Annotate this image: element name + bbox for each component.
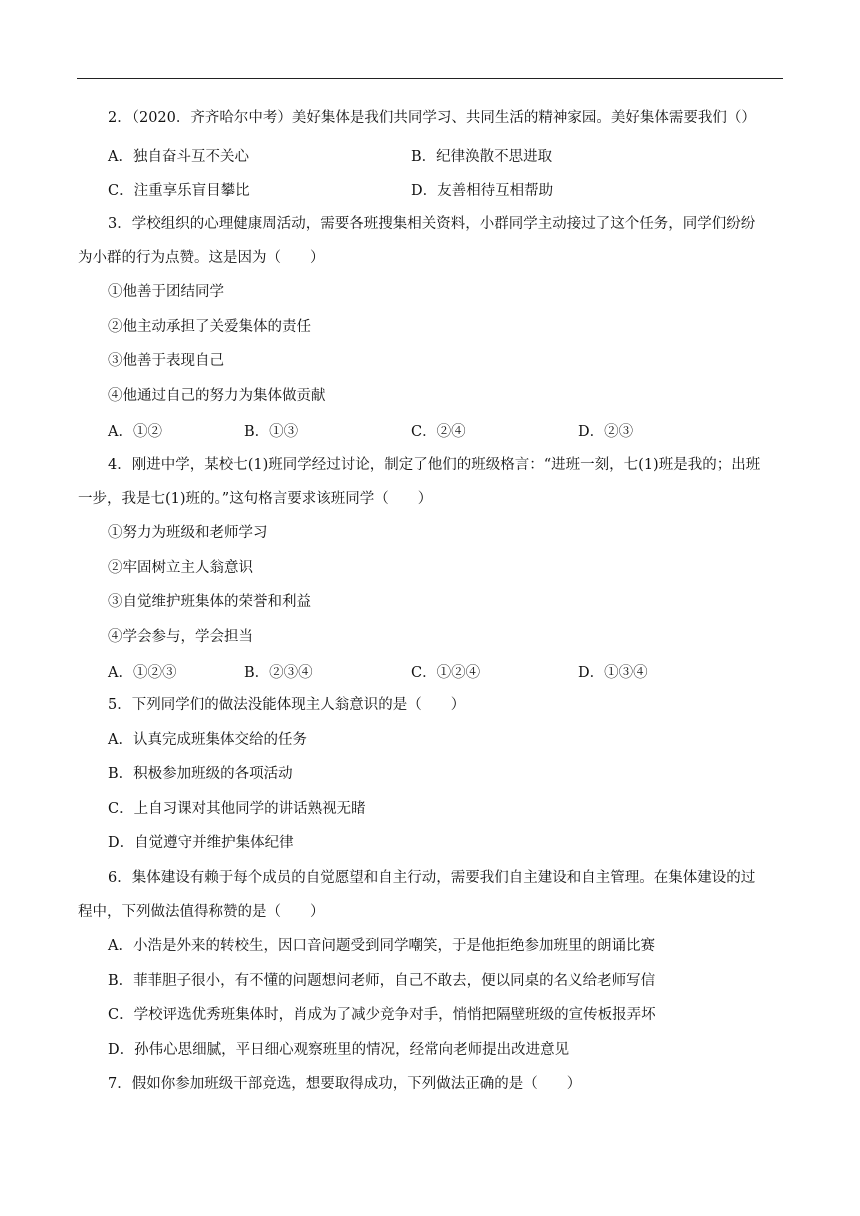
question-4-item-3: ③自觉维护班集体的荣誉和利益 — [108, 594, 311, 610]
question-2-option-a[interactable]: A．独自奋斗互不关心 — [108, 149, 249, 165]
question-4-stem-line-2: 一步，我是七(1)班的。”这句格言要求该班同学（ ） — [78, 491, 433, 507]
question-3-option-a[interactable]: A．①② — [108, 424, 162, 440]
question-4-option-a[interactable]: A．①②③ — [108, 665, 177, 681]
question-5-option-d[interactable]: D．自觉遵守并维护集体纪律 — [108, 835, 294, 851]
question-3-stem-line-2: 为小群的行为点赞。这是因为（ ） — [78, 250, 325, 266]
question-5-option-c[interactable]: C．上自习课对其他同学的讲话熟视无睹 — [108, 801, 366, 817]
question-3-stem-line-1: 3．学校组织的心理健康周活动，需要各班搜集相关资料，小群同学主动接过了这个任务，同学们纷纷 — [108, 216, 756, 232]
question-3-item-4: ④他通过自己的努力为集体做贡献 — [108, 388, 326, 404]
question-6-option-b[interactable]: B．菲菲胆子很小，有不懂的问题想问老师，自己不敢去，便以同桌的名义给老师写信 — [108, 973, 656, 989]
question-4-item-2: ②牢固树立主人翁意识 — [108, 560, 253, 576]
question-4-option-b[interactable]: B．②③④ — [244, 665, 313, 681]
question-6-stem-line-2: 程中，下列做法值得称赞的是（ ） — [78, 904, 325, 920]
question-2-options-row-2 — [108, 179, 768, 199]
question-3-item-2: ②他主动承担了关爱集体的责任 — [108, 319, 311, 335]
question-3-option-c[interactable]: C．②④ — [411, 424, 466, 440]
question-2-option-d[interactable]: D．友善相待互相帮助 — [411, 183, 554, 199]
question-3-option-d[interactable]: D．②③ — [578, 424, 634, 440]
question-5-option-a[interactable]: A．认真完成班集体交给的任务 — [108, 732, 307, 748]
question-6-option-c[interactable]: C．学校评选优秀班集体时，肖成为了减少竞争对手，悄悄把隔壁班级的宣传板报弄坏 — [108, 1007, 656, 1023]
question-4-item-4: ④学会参与，学会担当 — [108, 629, 253, 645]
question-3-options — [108, 420, 768, 440]
question-5-option-b[interactable]: B．积极参加班级的各项活动 — [108, 766, 293, 782]
question-2-option-b[interactable]: B．纪律涣散不思进取 — [411, 149, 553, 165]
question-4-options — [108, 661, 768, 681]
question-4-option-d[interactable]: D．①③④ — [578, 665, 648, 681]
question-4-option-c[interactable]: C．①②④ — [411, 665, 481, 681]
question-4-stem-line-1: 4．刚进中学，某校七(1)班同学经过讨论，制定了他们的班级格言：“进班一刻，七(1)班是我的；出班 — [108, 457, 761, 473]
header-rule — [77, 78, 783, 79]
question-2-options-row-1 — [108, 145, 768, 165]
question-3-option-b[interactable]: B．①③ — [244, 424, 299, 440]
question-2-stem: 2．（2020．齐齐哈尔中考）美好集体是我们共同学习、共同生活的精神家园。美好集体需要我们（） — [108, 110, 756, 126]
question-6-option-a[interactable]: A．小浩是外来的转校生，因口音问题受到同学嘲笑，于是他拒绝参加班里的朗诵比赛 — [108, 938, 655, 954]
question-6-option-d[interactable]: D．孙伟心思细腻，平日细心观察班里的情况，经常向老师提出改进意见 — [108, 1042, 570, 1058]
question-6-stem-line-1: 6．集体建设有赖于每个成员的自觉愿望和自主行动，需要我们自主建设和自主管理。在集体建设的过 — [108, 870, 756, 886]
question-4-item-1: ①努力为班级和老师学习 — [108, 525, 268, 541]
question-2-option-c[interactable]: C．注重享乐盲目攀比 — [108, 183, 250, 199]
question-5-stem: 5．下列同学们的做法没能体现主人翁意识的是（ ） — [108, 697, 466, 713]
question-3-item-3: ③他善于表现自己 — [108, 353, 224, 369]
question-7-stem: 7．假如你参加班级干部竞选，想要取得成功，下列做法正确的是（ ） — [108, 1076, 582, 1092]
question-3-item-1: ①他善于团结同学 — [108, 284, 224, 300]
